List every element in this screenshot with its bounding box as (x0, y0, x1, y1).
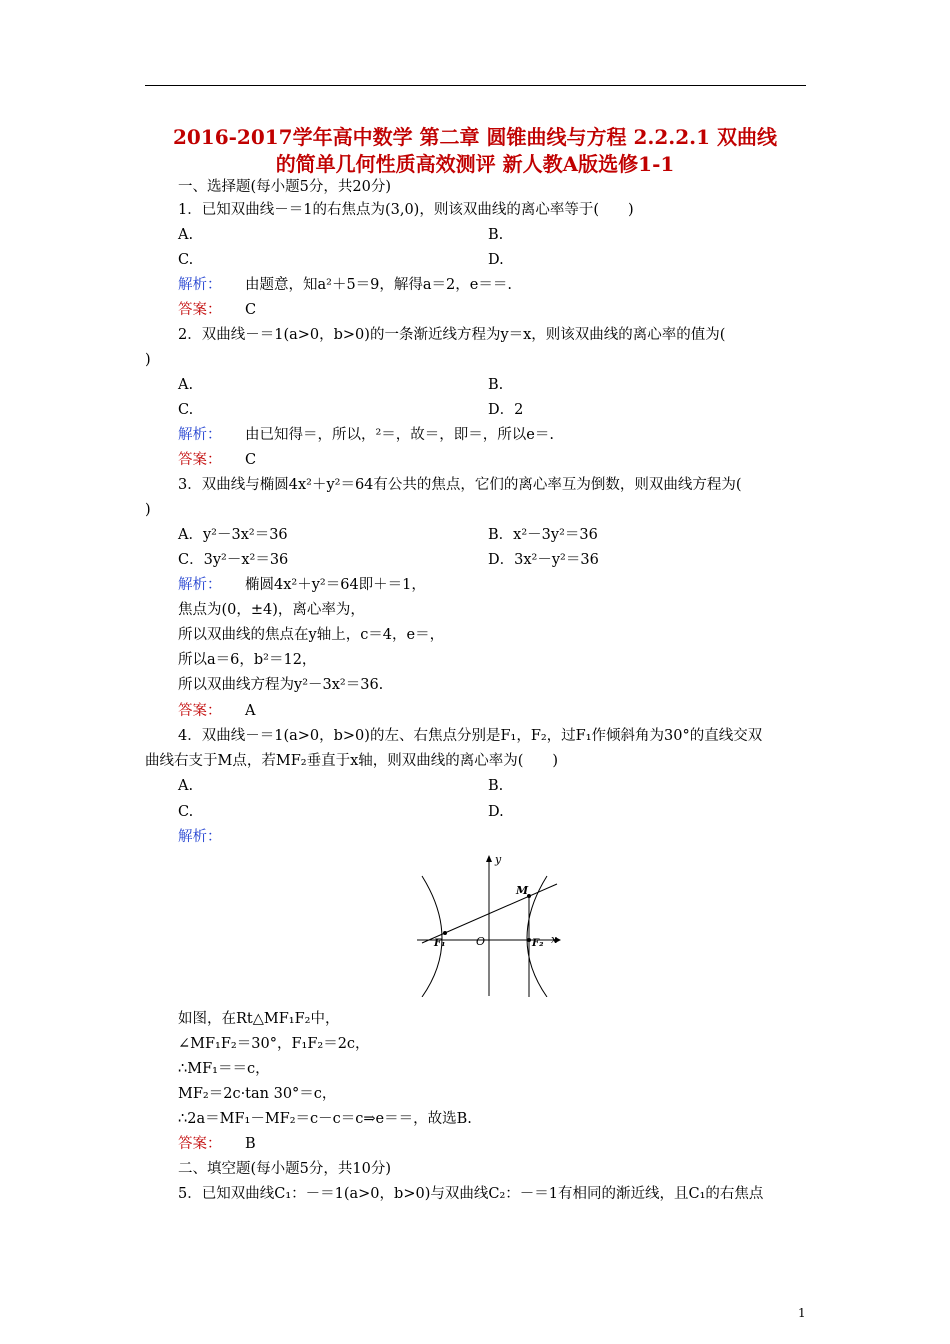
q4-analysis-4: MF₂＝2c·tan 30°＝c， (178, 1086, 337, 1102)
q4-analysis-3: ∴MF₁＝＝c， (178, 1061, 270, 1077)
section-heading-choice: 一、选择题(每小题5分，共20分) (178, 179, 391, 195)
y-label: y (495, 853, 502, 866)
q1-option-a: A. (178, 227, 194, 243)
q3-option-a: A．y²－3x²＝36 (178, 527, 288, 543)
question-4: 4．双曲线－＝1(a>0，b>0)的左、右焦点分别是F₁，F₂，过F₁作倾斜角为30°的直线交双 (178, 728, 763, 744)
q4-analysis-5: ∴2a＝MF₁－MF₂＝c－c＝c⇒e＝＝，故选B. (178, 1111, 472, 1127)
question-3: 3．双曲线与椭圆4x²＋y²＝64有公共的焦点，它们的离心率互为倒数，则双曲线方程为( (178, 477, 742, 493)
m-label: M (516, 884, 529, 897)
header-rule (145, 85, 806, 86)
q4-option-d: D. (488, 804, 504, 820)
origin-label: O (476, 935, 486, 948)
q3-answer: A (245, 703, 256, 719)
document-title (140, 124, 810, 178)
q3-option-c: C．3y²－x²＝36 (178, 552, 289, 568)
question-2: 2．双曲线－＝1(a>0，b>0)的一条渐近线方程为y＝x，则该双曲线的离心率的值为( (178, 327, 726, 343)
left-branch (422, 876, 442, 997)
f1-label: F₁ (434, 938, 446, 949)
q4-analysis-1: 如图，在Rt△MF₁F₂中， (178, 1011, 340, 1027)
question-3-cont: ) (145, 502, 151, 518)
q4-option-b: B. (488, 778, 504, 794)
q4-answer-label: 答案： (178, 1136, 222, 1152)
q3-analysis-3: 所以双曲线的焦点在y轴上，c＝4，e＝， (178, 627, 445, 643)
q3-analysis-label: 解析： (178, 577, 222, 593)
q2-answer-label: 答案： (178, 452, 222, 468)
question-4-cont: 曲线右支于M点，若MF₂垂直于x轴，则双曲线的离心率为( ) (145, 753, 559, 769)
q1-option-d: D. (488, 252, 504, 268)
q2-analysis-label: 解析： (178, 427, 222, 443)
question-2-cont: ) (145, 352, 151, 368)
q2-option-d: D．2 (488, 402, 524, 418)
q4-option-c: C. (178, 804, 194, 820)
title-line-2: 的简单几何性质高效测评 新人教A版选修1-1 (275, 152, 675, 176)
q2-option-a: A. (178, 377, 194, 393)
right-branch (527, 876, 547, 997)
q1-analysis-label: 解析： (178, 277, 222, 293)
q2-analysis: 由已知得＝，所以，²＝，故＝，即＝，所以e＝. (245, 427, 555, 443)
q1-analysis: 由题意，知a²＋5＝9，解得a＝2，e＝＝. (245, 277, 512, 293)
q4-analysis-2: ∠MF₁F₂＝30°，F₁F₂＝2c， (178, 1036, 370, 1052)
q3-analysis-1: 椭圆4x²＋y²＝64即＋＝1， (245, 577, 426, 593)
q1-answer-label: 答案： (178, 302, 222, 318)
q1-answer: C (245, 302, 257, 318)
title-line-1: 2016-2017学年高中数学 第二章 圆锥曲线与方程 2.2.2.1 双曲线 (172, 125, 778, 149)
f2-point (527, 938, 531, 942)
q3-option-d: D．3x²－y²＝36 (488, 552, 599, 568)
q3-answer-label: 答案： (178, 703, 222, 719)
q3-analysis-4: 所以a＝6，b²＝12， (178, 652, 317, 668)
q4-answer: B (245, 1136, 256, 1152)
q2-option-c: C. (178, 402, 194, 418)
q4-option-a: A. (178, 778, 194, 794)
q2-option-b: B. (488, 377, 504, 393)
q3-analysis-5: 所以双曲线方程为y²－3x²＝36. (178, 677, 384, 693)
q3-option-b: B．x²－3y²＝36 (488, 527, 598, 543)
q1-option-b: B. (488, 227, 504, 243)
f1-point (443, 931, 447, 935)
x-label: x (551, 933, 558, 946)
f2-label: F₂ (532, 938, 544, 949)
q4-analysis-label: 解析： (178, 829, 222, 845)
hyperbola-figure (412, 851, 562, 997)
page-number: 1 (798, 1306, 806, 1320)
q2-answer: C (245, 452, 257, 468)
y-axis-arrow (486, 855, 492, 862)
q1-option-c: C. (178, 252, 194, 268)
q3-analysis-2: 焦点为(0，±4)，离心率为， (178, 602, 365, 618)
question-5: 5．已知双曲线C₁：－＝1(a>0，b>0)与双曲线C₂：－＝1有相同的渐近线，且C₁的右焦点 (178, 1186, 764, 1202)
section-heading-fill: 二、填空题(每小题5分，共10分) (178, 1161, 391, 1177)
question-1: 1．已知双曲线－＝1的右焦点为(3,0)，则该双曲线的离心率等于( ) (178, 202, 634, 218)
